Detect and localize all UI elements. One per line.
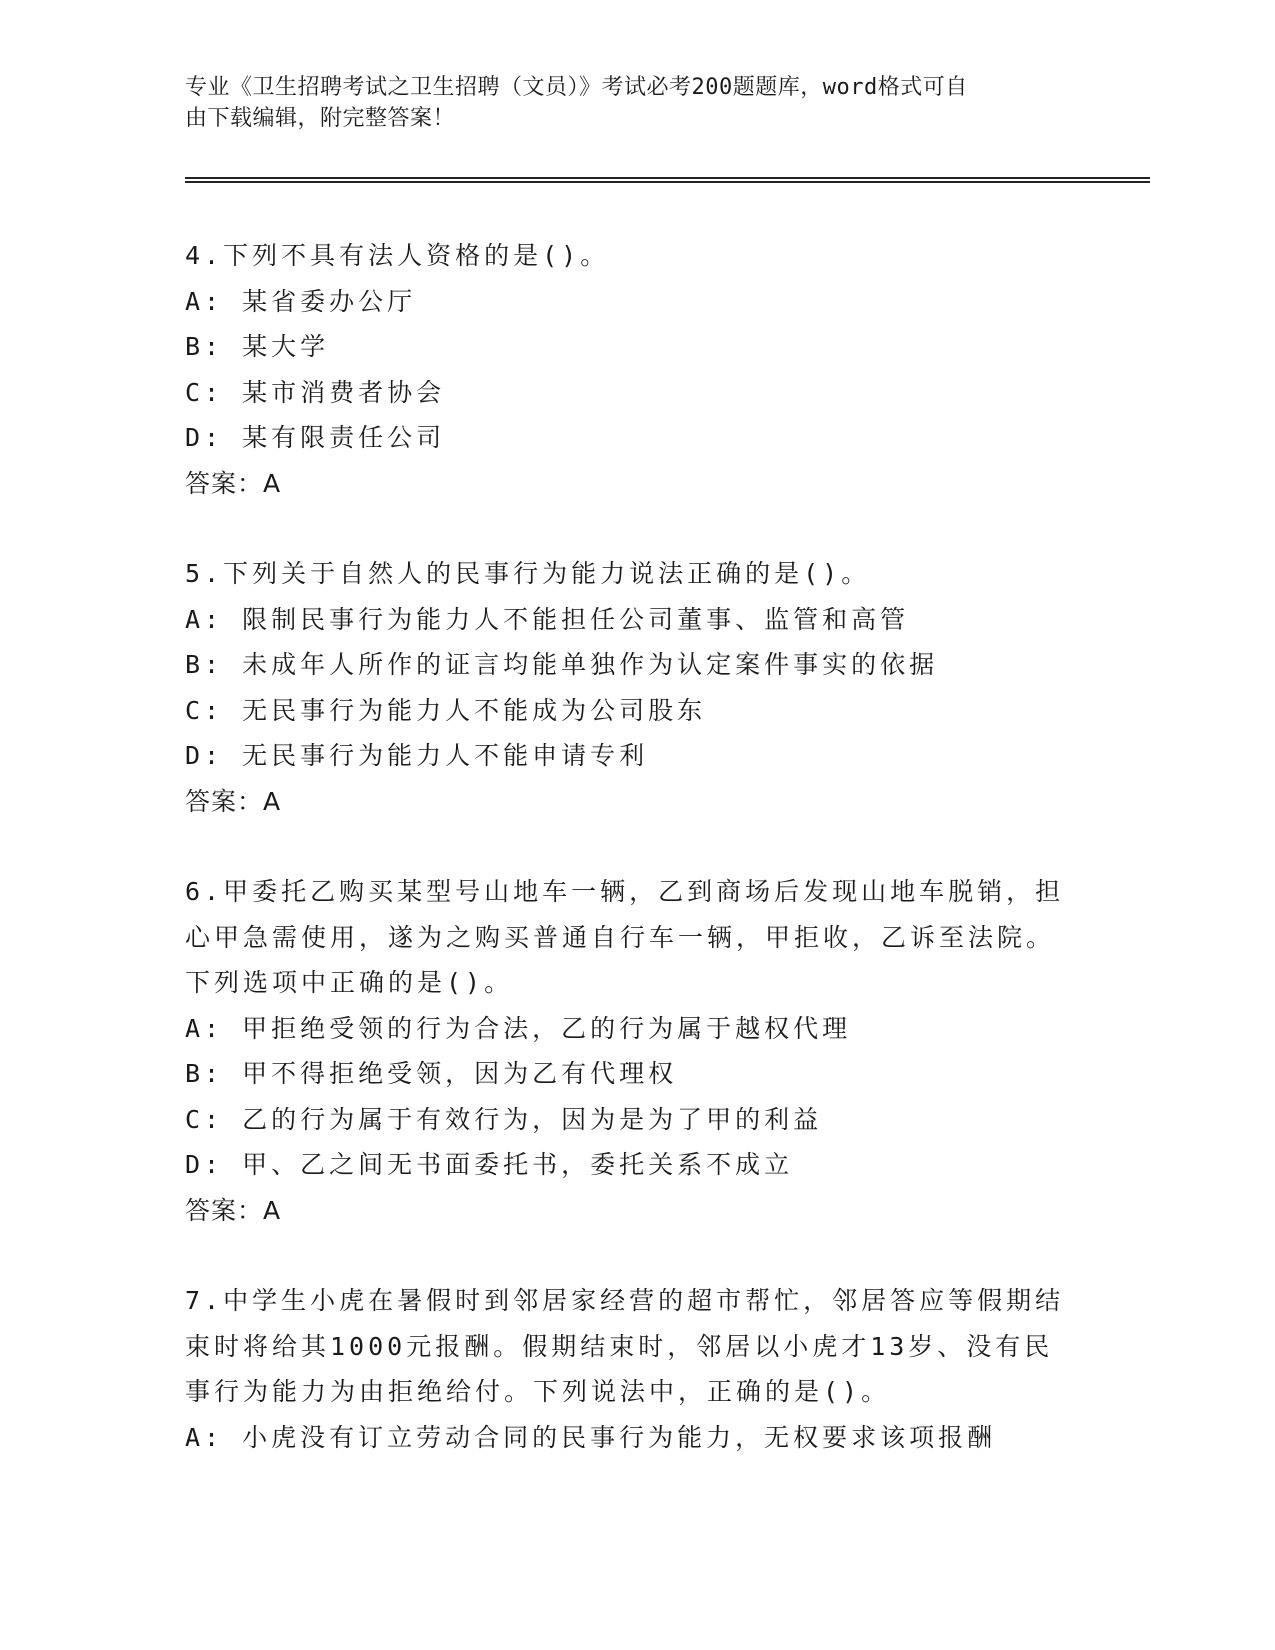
answer-line: 答案：A: [185, 1195, 282, 1225]
option-c: C: 某市消费者协会: [185, 377, 446, 407]
option-a: A: 甲拒绝受领的行为合法，乙的行为属于越权代理: [185, 1013, 852, 1043]
header-line-1: 专业《卫生招聘考试之卫生招聘（文员）》考试必考200题题库，word格式可自: [185, 75, 968, 100]
question-stem-line-3: 下列选项中正确的是()。: [185, 968, 514, 997]
option-d: D: 甲、乙之间无书面委托书，委托关系不成立: [185, 1150, 794, 1179]
question-list: [185, 233, 1085, 1505]
question-stem-line-2: 心甲急需使用，遂为之购买普通自行车一辆，甲拒收，乙诉至法院。: [185, 922, 1056, 952]
option-a: A: 小虎没有订立劳动合同的民事行为能力，无权要求该项报酬: [185, 1422, 997, 1452]
option-c: C: 无民事行为能力人不能成为公司股东: [185, 695, 707, 725]
option-a: A: 某省委办公厅: [185, 286, 417, 316]
question-4: [185, 233, 1085, 506]
option-a: A: 限制民事行为能力人不能担任公司董事、监管和高管: [185, 604, 910, 634]
question-stem-line-1: 7.中学生小虎在暑假时到邻居家经营的超市帮忙，邻居答应等假期结: [185, 1286, 1065, 1315]
option-c: C: 乙的行为属于有效行为，因为是为了甲的利益: [185, 1104, 823, 1134]
question-stem-line-3: 事行为能力为由拒绝给付。下列说法中，正确的是()。: [185, 1377, 891, 1406]
option-d: D: 某有限责任公司: [185, 423, 446, 452]
option-b: B: 某大学: [185, 332, 330, 361]
header-divider-bottom: [185, 181, 1150, 183]
answer-line: 答案：A: [185, 786, 282, 816]
option-d: D: 无民事行为能力人不能申请专利: [185, 741, 649, 770]
question-stem: 5.下列关于自然人的民事行为能力说法正确的是()。: [185, 559, 871, 588]
question-stem-line-2: 束时将给其1000元报酬。假期结束时，邻居以小虎才13岁、没有民: [185, 1331, 1054, 1361]
header-line-2: 由下载编辑，附完整答案！: [185, 106, 456, 131]
question-stem: 4.下列不具有法人资格的是()。: [185, 241, 610, 270]
question-7: [185, 1278, 1085, 1460]
document-header: [185, 72, 1065, 134]
question-6: [185, 869, 1085, 1233]
option-b: B: 甲不得拒绝受领，因为乙有代理权: [185, 1059, 678, 1088]
question-5: [185, 551, 1085, 824]
option-b: B: 未成年人所作的证言均能单独作为认定案件事实的依据: [185, 650, 939, 679]
answer-line: 答案：A: [185, 468, 282, 498]
question-stem-line-1: 6.甲委托乙购买某型号山地车一辆，乙到商场后发现山地车脱销，担: [185, 877, 1065, 906]
header-divider-top: [185, 177, 1150, 179]
